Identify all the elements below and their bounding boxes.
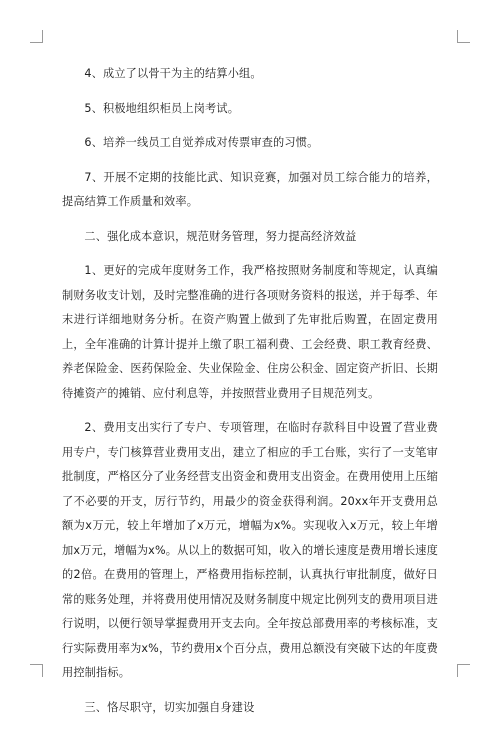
crop-mark-bottom-right xyxy=(457,664,470,677)
paragraph-item-5: 5、积极地组织柜员上岗考试。 xyxy=(84,101,240,115)
paragraph-finance-2: 2、费用支出实行了专户、专项管理，在临时存款科目中设置了营业费用专户，专门核算营业费用支出，建立了相应的手工台账，实行了一支笔审批制度，严格区分了业务经营支出资金和费用支出资金。在费用使用上压缩了不必要的开支，厉行节约，用最少的资金获得利润。20xx年开支费用总额为x万元，较上年增加了x万元，增幅为x%。实现收入x万元，较上年增加x万元，增幅为x%。从以上的数据可知，收入的增长速度是费用增长速度的2倍。在费用的管理上，严格费用指标控制，认真执行审批制度，做好日常的账务处理，并将费用使用情况及财务制度中规定比例列支的费用项目进行说明，以便行领导掌握费用开支去向。全年按总部费用率的考核标准，支行实际费用率为x%，节约费用x个百分点，费用总额没有突破下达的年度费用控制指标。 xyxy=(62,421,438,679)
crop-mark-bottom-left xyxy=(30,664,43,677)
crop-mark-top-right xyxy=(457,30,470,43)
document-body xyxy=(62,62,438,730)
section-heading-2: 二、强化成本意识，规范财务管理，努力提高经济效益 xyxy=(84,229,357,243)
paragraph-item-6: 6、培养一线员工自觉养成对传票审查的习惯。 xyxy=(84,136,319,149)
paragraph-item-7: 7、开展不定期的技能比武、知识竞赛，加强对员工综合能力的培养，提高结算工作质量和效率。 xyxy=(62,170,438,208)
paragraph-item-4: 4、成立了以骨干为主的结算小组。 xyxy=(84,67,262,80)
section-heading-3: 三、恪尽职守，切实加强自身建设 xyxy=(84,700,255,714)
paragraph-finance-1: 1、更好的完成年度财务工作，我严格按照财务制度和等规定，认真编制财务收支计划，及时完整准确的进行各项财务资料的报送，并于每季、年末进行详细地财务分析。在资产购置上做到了先审批后购置，在固定费用上，全年准确的计算计提并上缴了职工福利费、工会经费、职工教育经费、养老保险金、医药保险金、失业保险金、住房公积金、固定资产折旧、长期待摊资产的摊销、应付利息等，并按照营业费用子目规范列支。 xyxy=(62,264,438,400)
crop-mark-top-left xyxy=(30,30,43,43)
